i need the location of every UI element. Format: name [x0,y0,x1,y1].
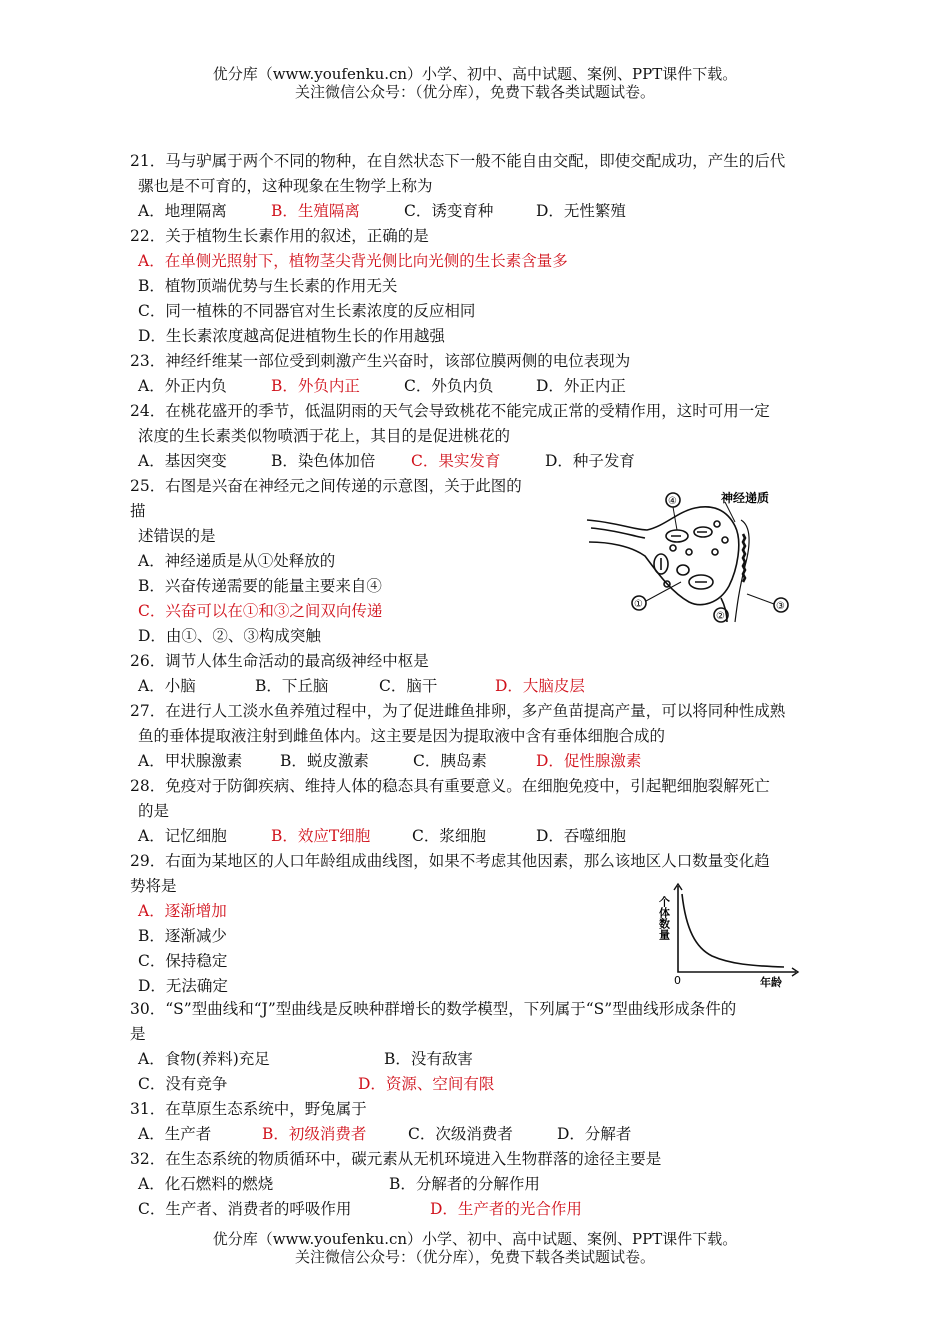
q28-option-b-answer: B．效应T细胞 [271,827,371,845]
q27-stem-line-1: 27．在进行人工淡水鱼养殖过程中，为了促进雌鱼排卵，多产鱼苗提高产量，可以将同种性成熟 [130,702,786,720]
q24-option-d: D．种子发育 [545,452,635,470]
q26-stem: 26．调节人体生命活动的最高级神经中枢是 [130,652,429,670]
q32-option-d-answer: D．生产者的光合作用 [430,1200,582,1218]
q25-option-c-answer: C．兴奋可以在①和③之间双向传递 [138,602,383,620]
q23-option-a: A．外正内负 [138,377,227,395]
q23-option-b-answer: B．外负内正 [271,377,360,395]
q29-option-b: B．逐渐减少 [138,927,227,945]
q26-option-c: C．脑干 [379,677,438,695]
q21-option-c: C．诱变育种 [404,202,494,220]
fig-neurotransmitter-label: 神经递质 [721,491,770,505]
footer-line-1: 优分库（www.youfenku.cn）小学、初中、高中试题、案例、PPT课件下载。 [212,1230,738,1248]
q29-stem-line-2: 势将是 [130,877,177,895]
q29-option-d: D．无法确定 [138,977,228,995]
q30-stem-line-2: 是 [130,1025,146,1043]
q22-option-b: B．植物顶端优势与生长素的作用无关 [138,277,398,295]
q32-option-c: C．生产者、消费者的呼吸作用 [138,1200,352,1218]
q30-stem-line-1: 30．“S”型曲线和“J”型曲线是反映种群增长的数学模型，下列属于“S”型曲线形成条件的 [130,1000,737,1018]
q31-option-c: C．次级消费者 [408,1125,513,1143]
header-line-2: 关注微信公众号：（优分库），免费下载各类试题试卷。 [294,83,655,101]
q24-option-a: A．基因突变 [138,452,227,470]
q24-option-b: B．染色体加倍 [271,452,376,470]
q27-option-d-answer: D．促性腺激素 [536,752,642,770]
q30-option-c: C．没有竞争 [138,1075,228,1093]
q27-option-b: B．蜕皮激素 [280,752,369,770]
q21-option-d: D．无性繁殖 [536,202,626,220]
q31-option-a: A．生产者 [138,1125,212,1143]
q24-stem-line-2: 浓度的生长素类似物喷洒于花上，其目的是促进桃花的 [138,427,511,445]
q31-stem: 31．在草原生态系统中，野兔属于 [130,1100,367,1118]
q22-stem: 22．关于植物生长素作用的叙述，正确的是 [130,227,429,245]
q24-stem-line-1: 24．在桃花盛开的季节，低温阴雨的天气会导致桃花不能完成正常的受精作用，这时可用一定 [130,402,770,420]
q26-option-d-answer: D．大脑皮层 [495,677,585,695]
fig-ylabel: 个体数量 [657,896,671,940]
footer-line-2: 关注微信公众号：（优分库），免费下载各类试题试卷。 [294,1248,655,1266]
synapse-diagram [585,486,805,624]
q22-option-d: D．生长素浓度越高促进植物生长的作用越强 [138,327,445,345]
q26-option-a: A．小脑 [138,677,196,695]
q29-stem-line-1: 29．右面为某地区的人口年龄组成曲线图，如果不考虑其他因素，那么该地区人口数量变化趋 [130,852,770,870]
q25-stem-line-2: 描 [130,502,146,520]
q27-option-c: C．胰岛素 [413,752,487,770]
q23-option-c: C．外负内负 [404,377,494,395]
q29-option-a-answer: A．逐渐增加 [138,902,227,920]
q24-option-c-answer: C．果实发育 [411,452,501,470]
q28-option-a: A．记忆细胞 [138,827,227,845]
q23-stem: 23．神经纤维某一部位受到刺激产生兴奋时，该部位膜两侧的电位表现为 [130,352,631,370]
fig-origin: 0 [674,974,681,987]
q28-stem-line-1: 28．免疫对于防御疾病、维持人体的稳态具有重要意义。在细胞免疫中，引起靶细胞裂解死亡 [130,777,770,795]
q21-option-a: A．地理隔离 [138,202,227,220]
fig-marker-4: ④ [668,496,677,507]
q32-option-a: A．化石燃料的燃烧 [138,1175,274,1193]
q30-option-a: A．食物(养料)充足 [138,1050,270,1068]
q32-stem: 32．在生态系统的物质循环中，碳元素从无机环境进入生物群落的途径主要是 [130,1150,662,1168]
q26-option-b: B．下丘脑 [255,677,329,695]
q21-option-b-answer: B．生殖隔离 [271,202,360,220]
fig-marker-2: ② [716,611,725,622]
q28-stem-line-2: 的是 [138,802,170,820]
fig-xlabel: 年龄 [760,976,782,989]
q31-option-d: D．分解者 [557,1125,632,1143]
fig-marker-3: ③ [776,601,785,612]
q22-option-c: C．同一植株的不同器官对生长素浓度的反应相同 [138,302,476,320]
q32-option-b: B．分解者的分解作用 [389,1175,540,1193]
fig-marker-1: ① [634,599,643,610]
q27-stem-line-2: 鱼的垂体提取液注射到雌鱼体内。这主要是因为提取液中含有垂体细胞合成的 [138,727,666,745]
q28-option-c: C．浆细胞 [412,827,486,845]
q25-stem-line-3: 述错误的是 [138,527,216,545]
q23-option-d: D．外正内正 [536,377,626,395]
q25-option-a: A．神经递质是从①处释放的 [138,552,336,570]
q25-option-d: D．由①、②、③构成突触 [138,627,321,645]
q28-option-d: D．吞噬细胞 [536,827,626,845]
q30-option-b: B．没有敌害 [384,1050,473,1068]
q27-option-a: A．甲状腺激素 [138,752,243,770]
q31-option-b-answer: B．初级消费者 [262,1125,367,1143]
q29-option-c: C．保持稳定 [138,952,228,970]
q25-stem-line-1: 25．右图是兴奋在神经元之间传递的示意图，关于此图的 [130,477,522,495]
q25-option-b: B．兴奋传递需要的能量主要来自④ [138,577,382,595]
header-line-1: 优分库（www.youfenku.cn）小学、初中、高中试题、案例、PPT课件下载。 [212,65,738,83]
q21-stem-line-1: 21．马与驴属于两个不同的物种，在自然状态下一般不能自由交配，即使交配成功，产生的后代 [130,152,786,170]
q30-option-d-answer: D．资源、空间有限 [358,1075,495,1093]
q22-option-a-answer: A．在单侧光照射下，植物茎尖背光侧比向光侧的生长素含量多 [138,252,568,270]
q21-stem-line-2: 骡也是不可育的，这种现象在生物学上称为 [138,177,433,195]
age-structure-curve [656,880,806,992]
